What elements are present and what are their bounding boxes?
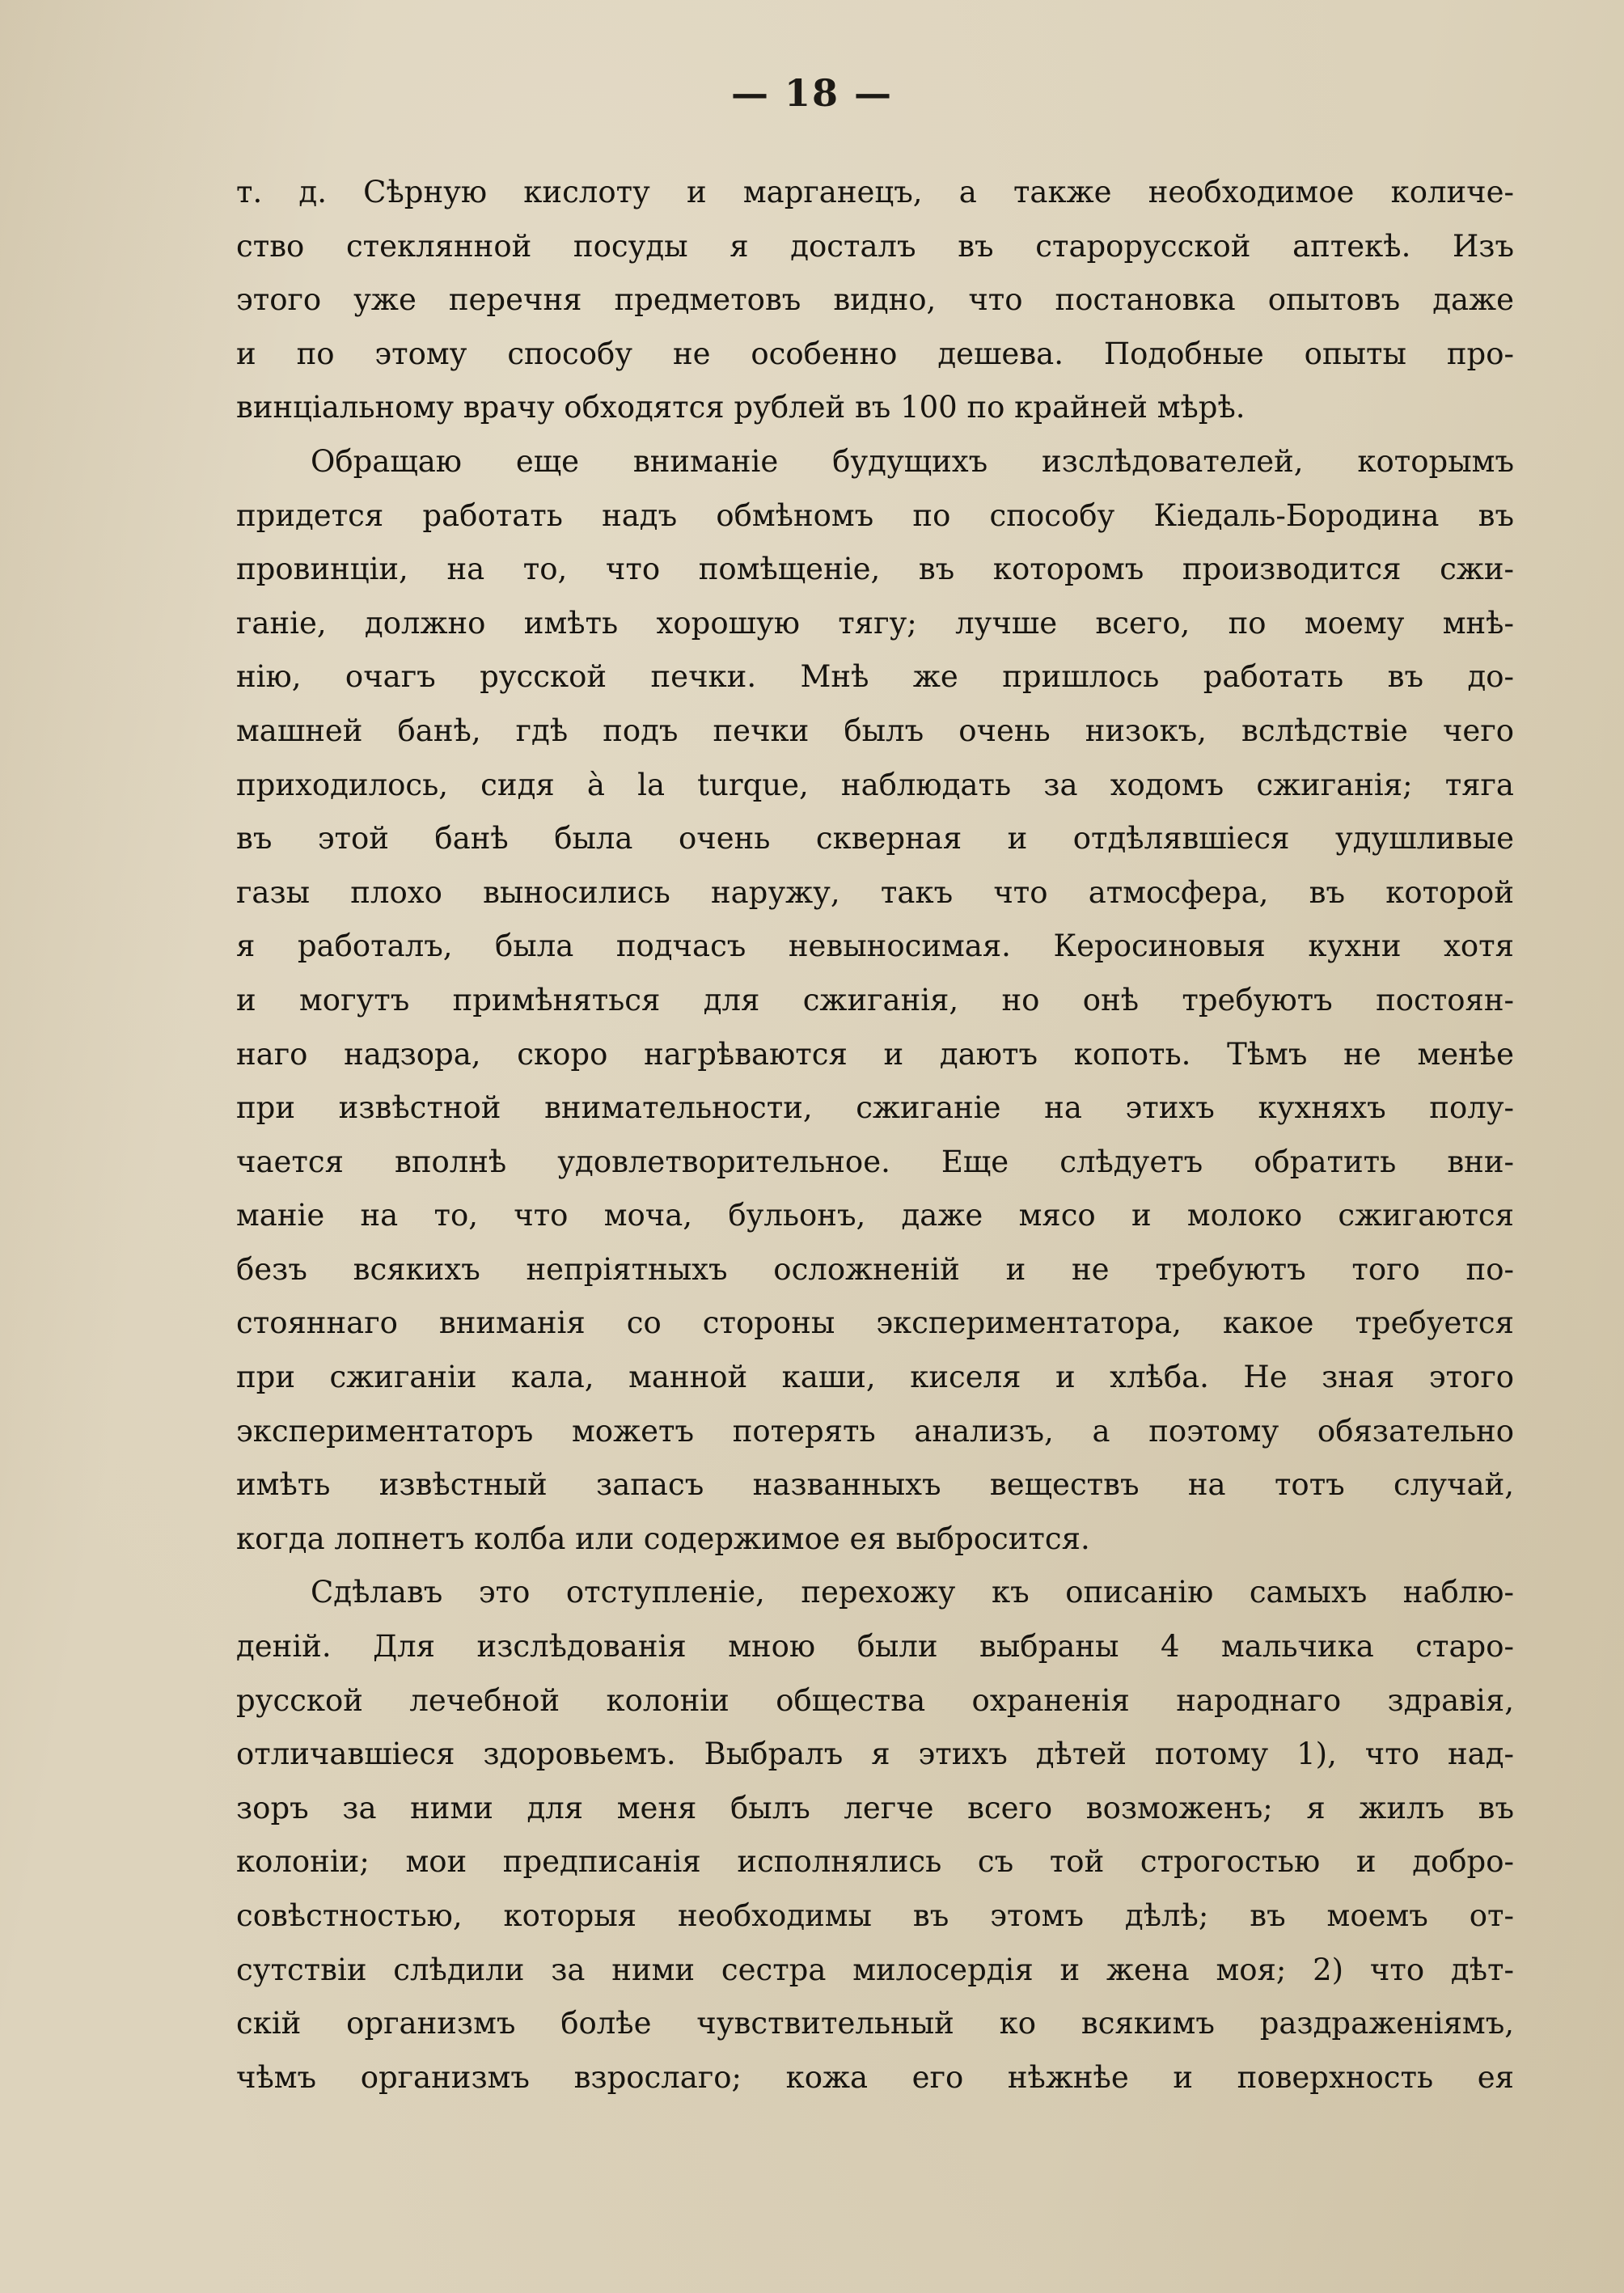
text-line: я работалъ, была подчасъ невыносимая. Керосиновыя кухни хотя: [236, 929, 1514, 964]
text-line: деній. Для изслѣдованія мною были выбраны 4 мальчика старо-: [236, 1629, 1514, 1665]
text-line: безъ всякихъ непріятныхъ осложненій и не требуютъ того по-: [236, 1251, 1514, 1287]
text-line: когда лопнетъ колба или содержимое ея выбросится.: [236, 1521, 1090, 1556]
text-line: имѣть извѣстный запасъ названныхъ веществъ на тотъ случай,: [236, 1467, 1514, 1503]
text-line: отличавшіеся здоровьемъ. Выбралъ я этихъ дѣтей потому 1), что над-: [236, 1737, 1514, 1772]
paragraph-3: [236, 1566, 1514, 2105]
text-line: совѣстностью, которыя необходимы въ этомъ дѣлѣ; въ моемъ от-: [236, 1898, 1514, 1933]
text-line: Обращаю еще вниманіе будущихъ изслѣдователей, которымъ: [311, 443, 1514, 479]
text-line: чѣмъ организмъ взрослаго; кожа его нѣжнѣе и поверхность ея: [236, 2059, 1514, 2095]
text-line: въ этой банѣ была очень скверная и отдѣлявшіеся удушливые: [236, 821, 1514, 857]
paragraph-1: [236, 166, 1514, 435]
text-line: Сдѣлавъ это отступленіе, перехожу къ описанію самыхъ наблю-: [311, 1575, 1514, 1610]
text-line: провинціи, на то, что помѣщеніе, въ которомъ производится сжи-: [236, 552, 1514, 587]
text-line: приходилось, сидя à la turque, наблюдать за ходомъ сжиганія; тяга: [236, 767, 1514, 802]
text-line: маніе на то, что моча, бульонъ, даже мясо и молоко сжигаются: [236, 1198, 1514, 1233]
text-line: зоръ за ними для меня былъ легче всего возможенъ; я жилъ въ: [236, 1790, 1514, 1826]
text-line: ганіе, должно имѣть хорошую тягу; лучше всего, по моему мнѣ-: [236, 605, 1514, 641]
text-line: наго надзора, скоро нагрѣваются и даютъ копоть. Тѣмъ не менѣе: [236, 1036, 1514, 1072]
text-line: нію, очагъ русской печки. Мнѣ же пришлось работать въ до-: [236, 659, 1514, 695]
text-line: т. д. Сѣрную кислоту и марганецъ, а также необходимое количе-: [236, 175, 1514, 209]
text-line: стояннаго вниманія со стороны экспериментатора, какое требуется: [236, 1305, 1514, 1341]
text-line: и могутъ примѣняться для сжиганія, но онѣ требуютъ постоян-: [236, 982, 1514, 1017]
text-line: сутствіи слѣдили за ними сестра милосердія и жена моя; 2) что дѣт-: [236, 1952, 1514, 1987]
text-line: ство стеклянной посуды я досталъ въ старорусской аптекѣ. Изъ: [236, 228, 1514, 264]
text-line: придется работать надъ обмѣномъ по способу Кіедаль-Бородина въ: [236, 497, 1514, 533]
text-line: этого уже перечня предметовъ видно, что постановка опытовъ даже: [236, 282, 1514, 318]
text-line: при извѣстной внимательности, сжиганіе на этихъ кухняхъ полу-: [236, 1090, 1514, 1126]
paragraph-2: [236, 435, 1514, 1566]
text-line: чается вполнѣ удовлетворительное. Еще слѣдуетъ обратить вни-: [236, 1144, 1514, 1179]
text-line: винціальному врачу обходятся рублей въ 100 по крайней мѣрѣ.: [236, 390, 1245, 425]
page-number: — 18 —: [730, 71, 894, 115]
text-line: русской лечебной колоніи общества охраненія народнаго здравія,: [236, 1682, 1514, 1718]
text-line: при сжиганіи кала, манной каши, киселя и хлѣба. Не зная этого: [236, 1360, 1514, 1395]
text-line: скій организмъ болѣе чувствительный ко всякимъ раздраженіямъ,: [236, 2006, 1514, 2041]
text-line: газы плохо выносились наружу, такъ что атмосфера, въ которой: [236, 874, 1514, 910]
body-text: [236, 166, 1514, 2105]
text-line: машней банѣ, гдѣ подъ печки былъ очень низокъ, вслѣдствіе чего: [236, 713, 1514, 748]
text-line: экспериментаторъ можетъ потерять анализъ, а поэтому обязательно: [236, 1413, 1514, 1449]
text-line: колоніи; мои предписанія исполнялись съ той строгостью и добро-: [236, 1844, 1514, 1880]
text-line: и по этому способу не особенно дешева. Подобные опыты про-: [236, 336, 1514, 371]
